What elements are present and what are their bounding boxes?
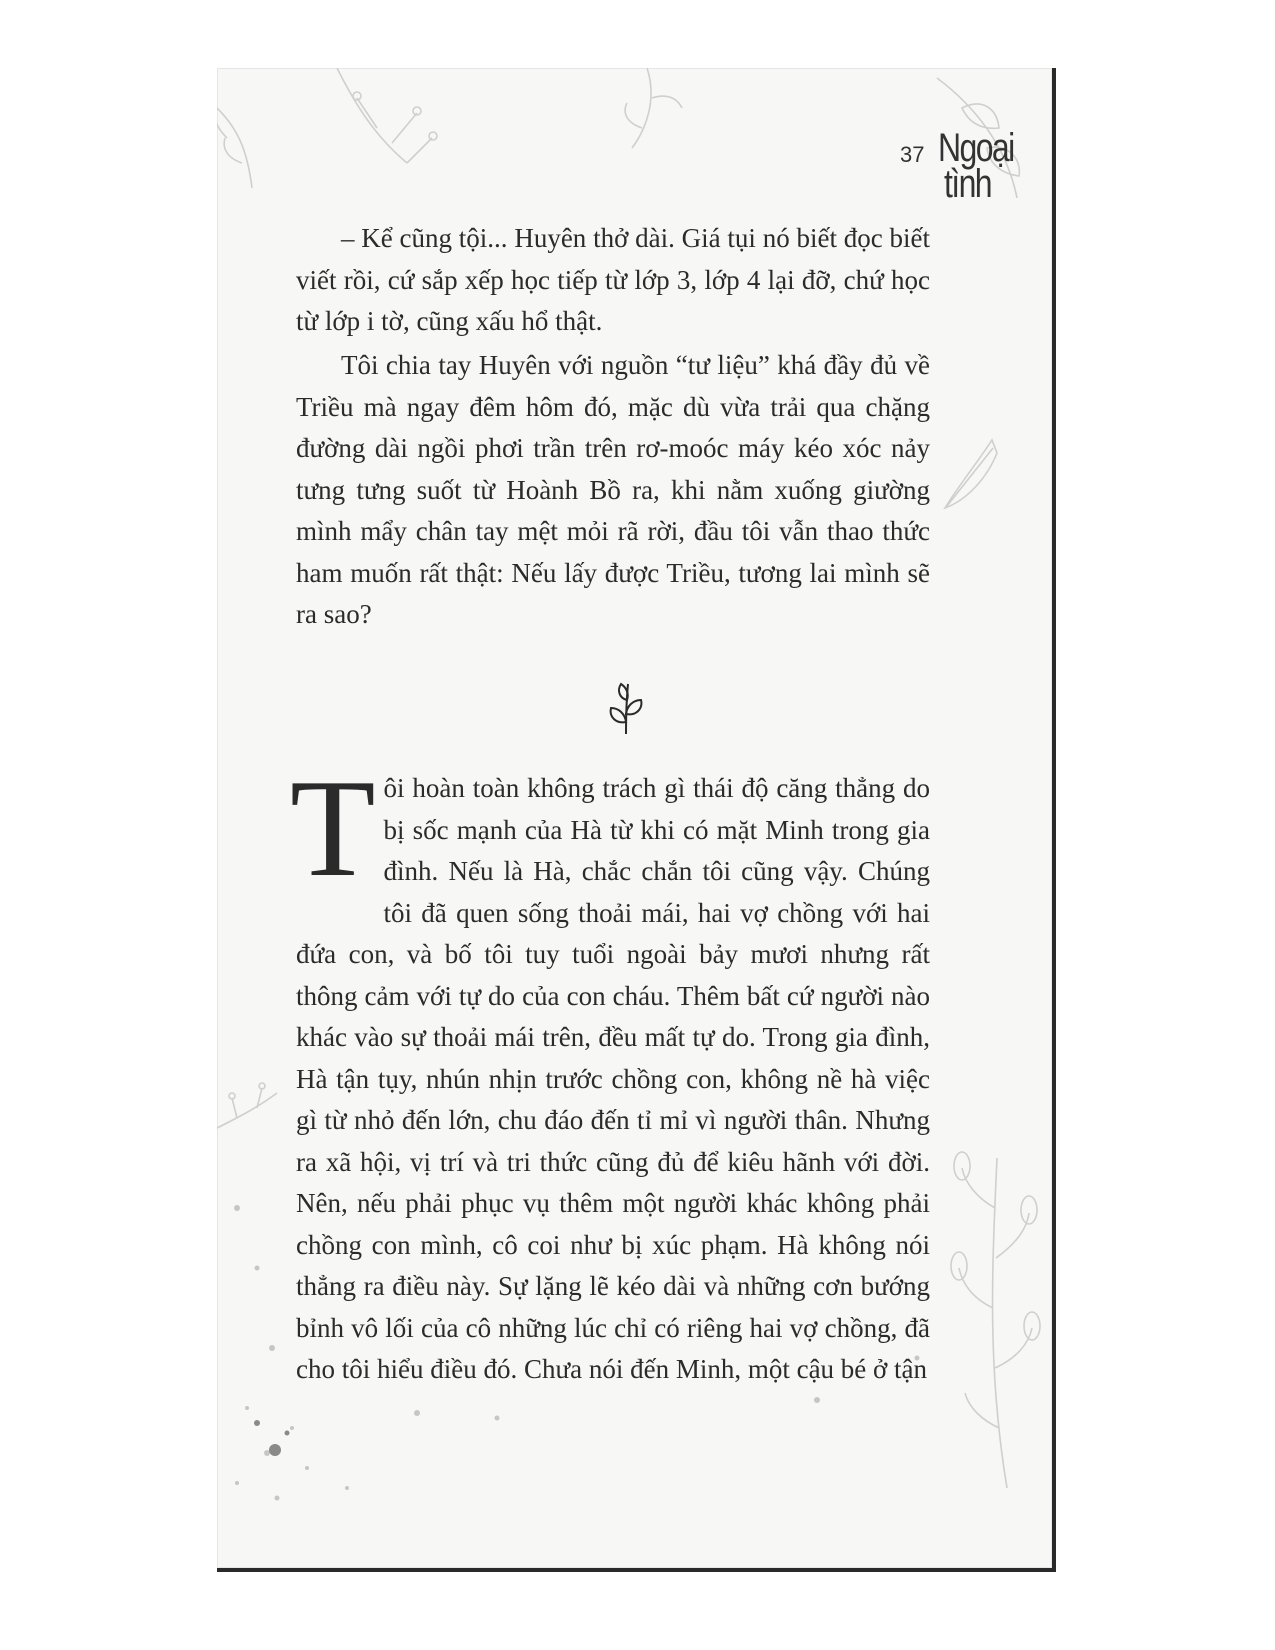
leaf-sprig-icon: [605, 680, 647, 736]
book-title-logo: [938, 126, 1033, 206]
book-title-line1: Ngoại: [938, 126, 1014, 170]
book-title-line2: tình: [944, 162, 991, 206]
drop-cap: T: [290, 751, 376, 906]
paragraph-3-text: ôi hoàn toàn không trách gì thái độ căng thẳng do bị sốc mạnh của Hà từ khi có mặt Minh trong gia đình. Nếu là Hà, chắc chắn tôi cũng vậy. Chúng tôi đã quen sống thoải mái, hai vợ chồng với hai đứa con, và bố tôi tuy tuổi ngoài bảy mươi nhưng rất thông cảm với tự do của con cháu. Thêm bất cứ người nào khác vào sự thoải mái trên, đều mất tự do. Trong gia đình, Hà tận tụy, nhún nhịn trước chồng con, không nề hà việc gì từ nhỏ đến lớn, chu đáo đến tỉ mỉ vì người thân. Nhưng ra xã hội, vị trí và tri thức cũng đủ để kiêu hãnh với đời. Nên, nếu phải phục vụ thêm một người khác không phải chồng con mình, cô coi như bị xúc phạm. Hà không nói thẳng ra điều này. Sự lặng lẽ kéo dài và những cơn bướng bỉnh vô lối của cô những lúc chỉ có riêng hai vợ chồng, đã cho tôi hiểu điều đó. Chưa nói đến Minh, một cậu bé ở tận: [296, 773, 930, 1384]
paragraph-1: – Kể cũng tội... Huyên thở dài. Giá tụi nó biết đọc biết viết rồi, cứ sắp xếp học tiếp từ lớp 3, lớp 4 lại đỡ, chứ học từ lớp i tờ, cũng xấu hổ thật.: [296, 223, 930, 336]
page-number: 37: [900, 142, 925, 167]
paragraph-3: [290, 751, 930, 1391]
paragraph-2: Tôi chia tay Huyên với nguồn “tư liệu” khá đầy đủ về Triều mà ngay đêm hôm đó, mặc dù vừa trải qua chặng đường dài ngồi phơi trần trên rơ-moóc máy kéo xóc nảy tưng tưng suốt từ Hoành Bồ ra, khi nằm xuống giường mình mẩy chân tay mệt mỏi rã rời, đầu tôi vẫn thao thức ham muốn rất thật: Nếu lấy được Triều, tương lai mình sẽ ra sao?: [296, 350, 930, 629]
